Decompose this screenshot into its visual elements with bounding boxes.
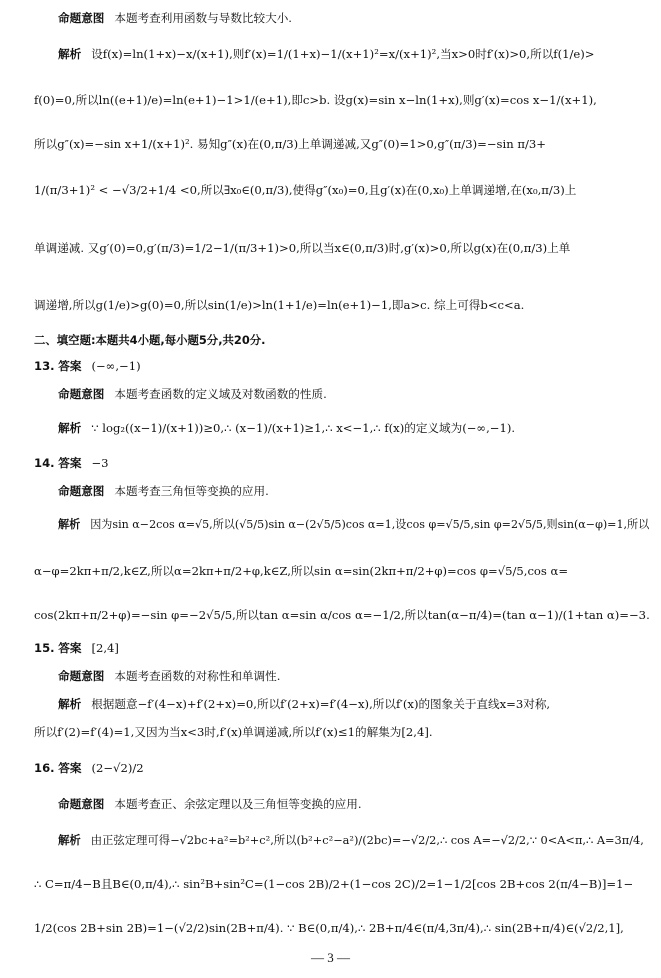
label-analysis: 解析: [58, 518, 81, 531]
line-text: 所以f′(2)=f′(4)=1,又因为当x<3时,f′(x)单调递减,所以f′(x)≤1的解集为[2,4].: [34, 725, 433, 739]
line-text: 本题考查三角恒等变换的应用.: [114, 484, 269, 498]
q15-intent: [58, 668, 280, 684]
label-intent: 命题意图: [58, 11, 105, 25]
line-text: cos(2kπ+π/2+φ)=−sin φ=−2√5/5,所以tan α=sin α/cos α=−1/2,所以tan(α−π/4)=(tan α−1)/(1+tan α)=−3.: [34, 608, 650, 622]
line-7: [34, 297, 524, 313]
line-5: [34, 182, 576, 198]
label-intent: 命题意图: [58, 387, 105, 401]
q13-answer: [34, 358, 141, 374]
line-text: 本题考查利用函数与导数比较大小.: [114, 11, 292, 25]
line-text: 单调递减. 又g′(0)=0,g′(π/3)=1/2−1/(π/3+1)>0,所以当x∈(0,π/3)时,g′(x)>0,所以g(x)在(0,π/3)上单: [34, 241, 571, 255]
label-analysis: 解析: [58, 47, 82, 61]
line-text: 本题考查正、余弦定理以及三角恒等变换的应用.: [114, 797, 362, 811]
q14-intent: [58, 483, 269, 499]
line-2: [58, 46, 595, 62]
q16-intent: [58, 796, 362, 812]
label-analysis: 解析: [58, 421, 82, 435]
label-answer: 答案: [58, 456, 82, 470]
line-text: 本题考查函数的定义域及对数函数的性质.: [114, 387, 327, 401]
label-intent: 命题意图: [58, 797, 105, 811]
line-text: 1/(π/3+1)² < −√3/2+1/4 <0,所以∃x₀∈(0,π/3),使得g″(x₀)=0,且g′(x)在(0,x₀)上单调递增,在(x₀,π/3)上: [34, 183, 577, 197]
question-number: 16.: [34, 761, 55, 775]
label-analysis: 解析: [58, 697, 82, 711]
page-number: — 3 —: [311, 950, 350, 965]
q15-answer: [34, 640, 119, 656]
label-analysis: 解析: [58, 833, 81, 847]
line-4: [34, 136, 546, 152]
line-text: 因为sin α−2cos α=√5,所以(√5/5)sin α−(2√5/5)cos α=1,设cos φ=√5/5,sin φ=2√5/5,则sin(α−φ)=1,所以: [90, 518, 650, 531]
line-text: ∵ log₂((x−1)/(x+1))≥0,∴ (x−1)/(x+1)≥1,∴ x<−1,∴ f(x)的定义域为(−∞,−1).: [91, 421, 516, 435]
line-text: 设f(x)=ln(1+x)−x/(x+1),则f′(x)=1/(1+x)−1/(x+1)²=x/(x+1)²,当x>0时f′(x)>0,所以f(1/e)>: [91, 47, 595, 61]
label-intent: 命题意图: [58, 669, 105, 683]
q16-line-2: [34, 876, 633, 892]
label-intent: 命题意图: [58, 484, 105, 498]
q13-analysis: [58, 420, 515, 436]
line-text: α−φ=2kπ+π/2,k∈Z,所以α=2kπ+π/2+φ,k∈Z,所以sin α=sin(2kπ+π/2+φ)=cos φ=√5/5,cos α=: [34, 564, 569, 578]
q16-answer: [34, 760, 144, 776]
line-1: [58, 10, 292, 26]
q15-analysis: [58, 696, 550, 712]
q13-intent: [58, 386, 327, 402]
answer-value: (−∞,−1): [91, 359, 141, 373]
answer-value: (2−√2)/2: [91, 761, 144, 775]
question-number: 13.: [34, 359, 55, 373]
line-text: 根据题意−f′(4−x)+f′(2+x)=0,所以f′(2+x)=f′(4−x),所以f′(x)的图象关于直线x=3对称,: [91, 697, 551, 711]
section-heading: 二、填空题:本题共4小题,每小题5分,共20分.: [34, 333, 266, 347]
line-text: f(0)=0,所以ln((e+1)/e)=ln(e+1)−1>1/(e+1),即c>b. 设g(x)=sin x−ln(1+x),则g′(x)=cos x−1/(x+1),: [34, 93, 597, 107]
question-number: 15.: [34, 641, 55, 655]
q14-line-2: [34, 563, 568, 579]
q15-line-2: [34, 724, 433, 740]
label-answer: 答案: [58, 641, 82, 655]
line-text: ∴ C=π/4−B且B∈(0,π/4),∴ sin²B+sin²C=(1−cos 2B)/2+(1−cos 2C)/2=1−1/2[cos 2B+cos 2(π/4−B)]=1−: [34, 877, 634, 891]
line-text: 所以g″(x)=−sin x+1/(x+1)². 易知g″(x)在(0,π/3)上单调递减,又g″(0)=1>0,g″(π/3)=−sin π/3+: [34, 137, 546, 151]
q16-analysis: [58, 832, 644, 848]
line-text: 1/2(cos 2B+sin 2B)=1−(√2/2)sin(2B+π/4). ∵ B∈(0,π/4),∴ 2B+π/4∈(π/4,3π/4),∴ sin(2B+π/4)∈(√2/2,1],: [34, 921, 624, 935]
q14-analysis: [58, 517, 649, 533]
label-answer: 答案: [58, 761, 82, 775]
answer-value: [2,4]: [91, 641, 119, 655]
label-answer: 答案: [58, 359, 82, 373]
q16-line-3: [34, 920, 624, 936]
question-number: 14.: [34, 456, 55, 470]
answer-value: −3: [91, 456, 109, 470]
line-text: 调递增,所以g(1/e)>g(0)=0,所以sin(1/e)>ln(1+1/e)=ln(e+1)−1,即a>c. 综上可得b<c<a.: [34, 298, 525, 312]
line-text: 本题考查函数的对称性和单调性.: [114, 669, 281, 683]
line-3: [34, 92, 597, 108]
q14-answer: [34, 455, 109, 471]
q14-line-3: [34, 607, 650, 623]
line-text: 由正弦定理可得−√2bc+a²=b²+c²,所以(b²+c²−a²)/(2bc)=−√2/2,∴ cos A=−√2/2,∵ 0<A<π,∴ A=3π/4,: [90, 833, 644, 847]
line-6: [34, 240, 570, 256]
